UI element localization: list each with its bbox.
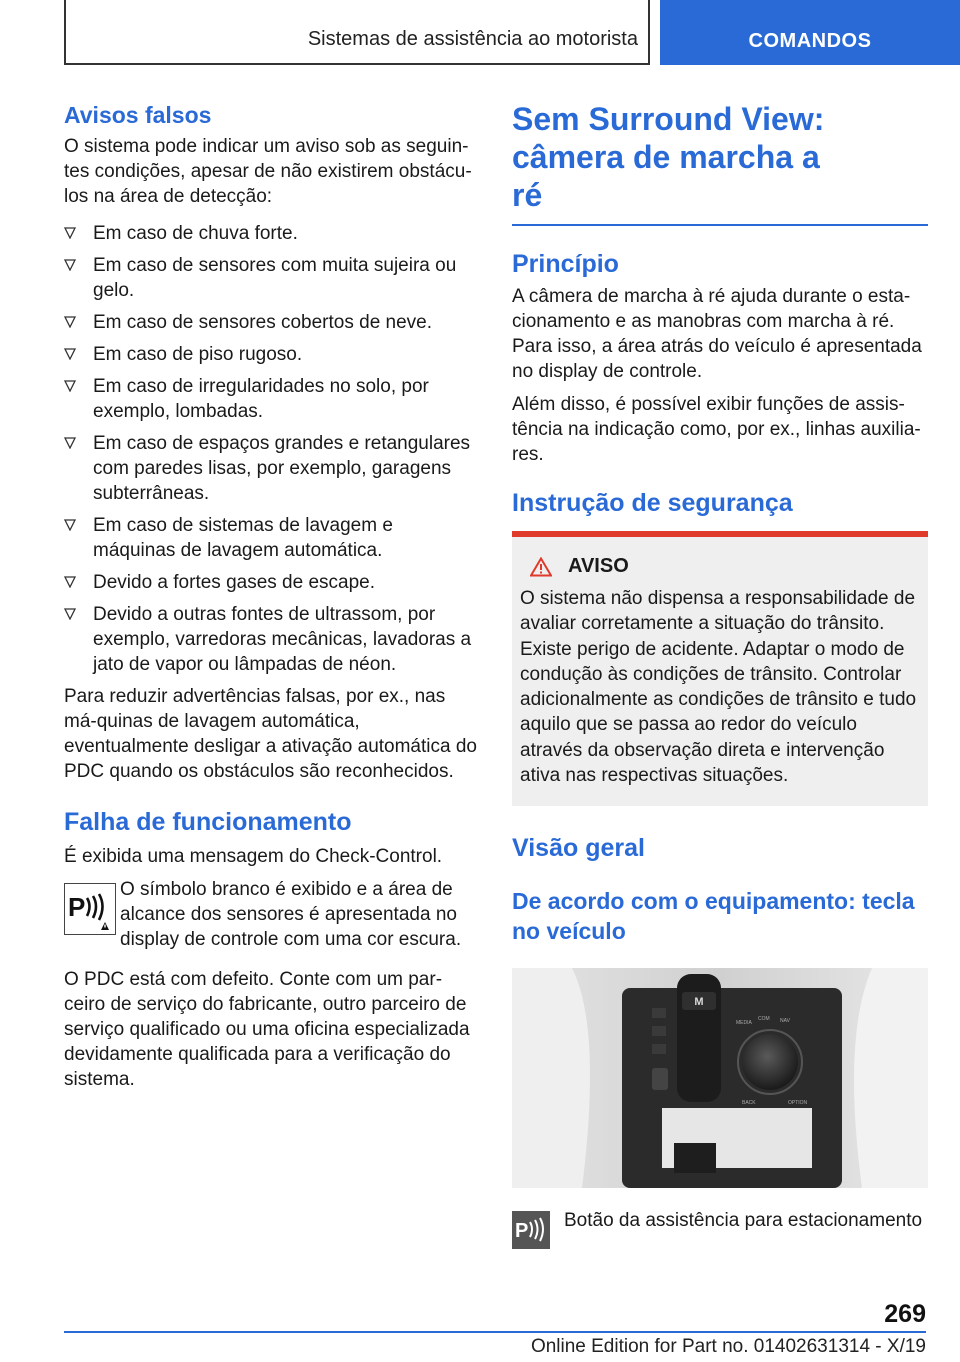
list-item: Devido a outras fontes de ultrassom, por exemplo, varredoras mecânicas, lavadoras a jato de vapor ou lâmpadas de néon. — [64, 602, 480, 677]
false-warnings-outro: Para reduzir advertências falsas, por ex., nas má-quinas de lavagem automática, eventualmente desligar a ativação automática do PDC quando os obstáculos são reconhecidos. — [64, 686, 477, 782]
pdc-symbol-text: O símbolo branco é exibido e a área de alcance dos sensores é apresentada no display de controle com uma cor escura. — [120, 879, 462, 950]
triangle-bullet-icon — [64, 348, 76, 360]
svg-text:NAV: NAV — [780, 1018, 790, 1025]
triangle-bullet-icon — [64, 259, 76, 271]
pdc-symbol-row — [64, 877, 480, 955]
center-console-photo — [512, 968, 928, 1188]
list-item: Em caso de sensores com muita sujeira ou gelo. — [64, 253, 480, 303]
header-frame-bottom — [64, 63, 650, 65]
caption-text: Botão da assistência para estacionamento — [564, 1210, 923, 1232]
principle-p2: Além disso, é possível exibir funções de assis-tência na indicação como, por ex., linhas auxilia-res. — [512, 394, 921, 465]
false-warnings-heading: Avisos falsos — [64, 102, 212, 128]
list-item: Em caso de sensores cobertos de neve. — [64, 310, 480, 335]
triangle-bullet-icon — [64, 576, 76, 588]
page-number: 269 — [884, 1300, 926, 1328]
triangle-bullet-icon — [64, 316, 76, 328]
warning-label: AVISO — [568, 555, 629, 577]
triangle-bullet-icon — [64, 437, 76, 449]
malfunction-heading: Falha de funcionamento — [64, 808, 352, 836]
principle-p1: A câmera de marcha à ré ajuda durante o esta-cionamento e as manobras com marcha à ré. Para isso, a área atrás do veículo é apresentada no display de controle. — [512, 286, 922, 382]
header-frame-right — [648, 0, 650, 64]
svg-text:P: P — [515, 1220, 529, 1243]
parking-assist-icon — [512, 1211, 550, 1249]
overview-subheading: De acordo com o equipamento: tecla no veículo — [512, 888, 915, 945]
svg-text:COM: COM — [758, 1016, 770, 1023]
list-item: Em caso de piso rugoso. — [64, 342, 480, 367]
overview-heading: Visão geral — [512, 834, 645, 863]
false-warnings-intro: O sistema pode indicar um aviso sob as seguin-tes condições, apesar de não existirem obstácu-los na área de detecção: — [64, 136, 472, 207]
right-column — [512, 100, 928, 1249]
list-item: Devido a fortes gases de escape. — [64, 570, 480, 595]
malfunction-outro: O PDC está com defeito. Conte com um par-ceiro de serviço do fabricante, outro parceiro de serviço qualificado ou uma oficina especializada devidamente qualificada para a verificação do sistema. — [64, 969, 470, 1090]
principle-heading: Princípio — [512, 250, 619, 278]
malfunction-intro: É exibida uma mensagem do Check-Control. — [64, 846, 443, 867]
list-item: Em caso de espaços grandes e retangulares com paredes lisas, por exemplo, garagens subterrâneas. — [64, 431, 480, 506]
section-title: Sistemas de assistência ao motorista — [307, 28, 638, 50]
triangle-bullet-icon — [64, 227, 76, 239]
svg-text:BACK: BACK — [742, 1100, 756, 1107]
svg-text:P: P — [68, 892, 86, 922]
list-item: Em caso de sistemas de lavagem e máquinas de lavagem automática. — [64, 513, 480, 563]
triangle-bullet-icon — [64, 380, 76, 392]
triangle-bullet-icon — [64, 608, 76, 620]
list-item: Em caso de irregularidades no solo, por exemplo, lombadas. — [64, 374, 480, 424]
false-warnings-list — [64, 221, 480, 677]
warning-header — [530, 555, 920, 578]
chapter-tab-label: COMANDOS — [748, 30, 872, 52]
safety-heading: Instrução de segurança — [512, 489, 793, 517]
caption-row — [512, 1209, 928, 1249]
chapter-title: Sem Surround View: câmera de marcha a ré — [512, 101, 825, 213]
chapter-tab[interactable] — [660, 0, 960, 65]
list-item: Em caso de chuva forte. — [64, 221, 480, 246]
svg-text:MEDIA: MEDIA — [736, 1020, 752, 1027]
footer-edition: Online Edition for Part no. 01402631314 - X/19 — [530, 1336, 926, 1357]
footer-rule — [64, 1331, 926, 1333]
warning-text: O sistema não dispensa a responsabilidade de avaliar corretamente a situação do trânsito. Existe perigo de acidente. Adaptar o modo de condução às condições de trânsito. Controlar adicionalmente as condições de trânsito e tudo aquilo que se passa ao redor do veículo através da observação direta e intervenção ativa nas respectivas situações. — [520, 588, 917, 787]
left-column — [64, 100, 480, 1100]
svg-text:OPTION: OPTION — [788, 1100, 808, 1107]
pdc-warning-icon — [64, 883, 116, 935]
warning-triangle-icon — [530, 557, 552, 577]
triangle-bullet-icon — [64, 519, 76, 531]
warning-box — [512, 531, 928, 806]
title-rule — [512, 224, 928, 226]
svg-text:M: M — [694, 996, 704, 1009]
